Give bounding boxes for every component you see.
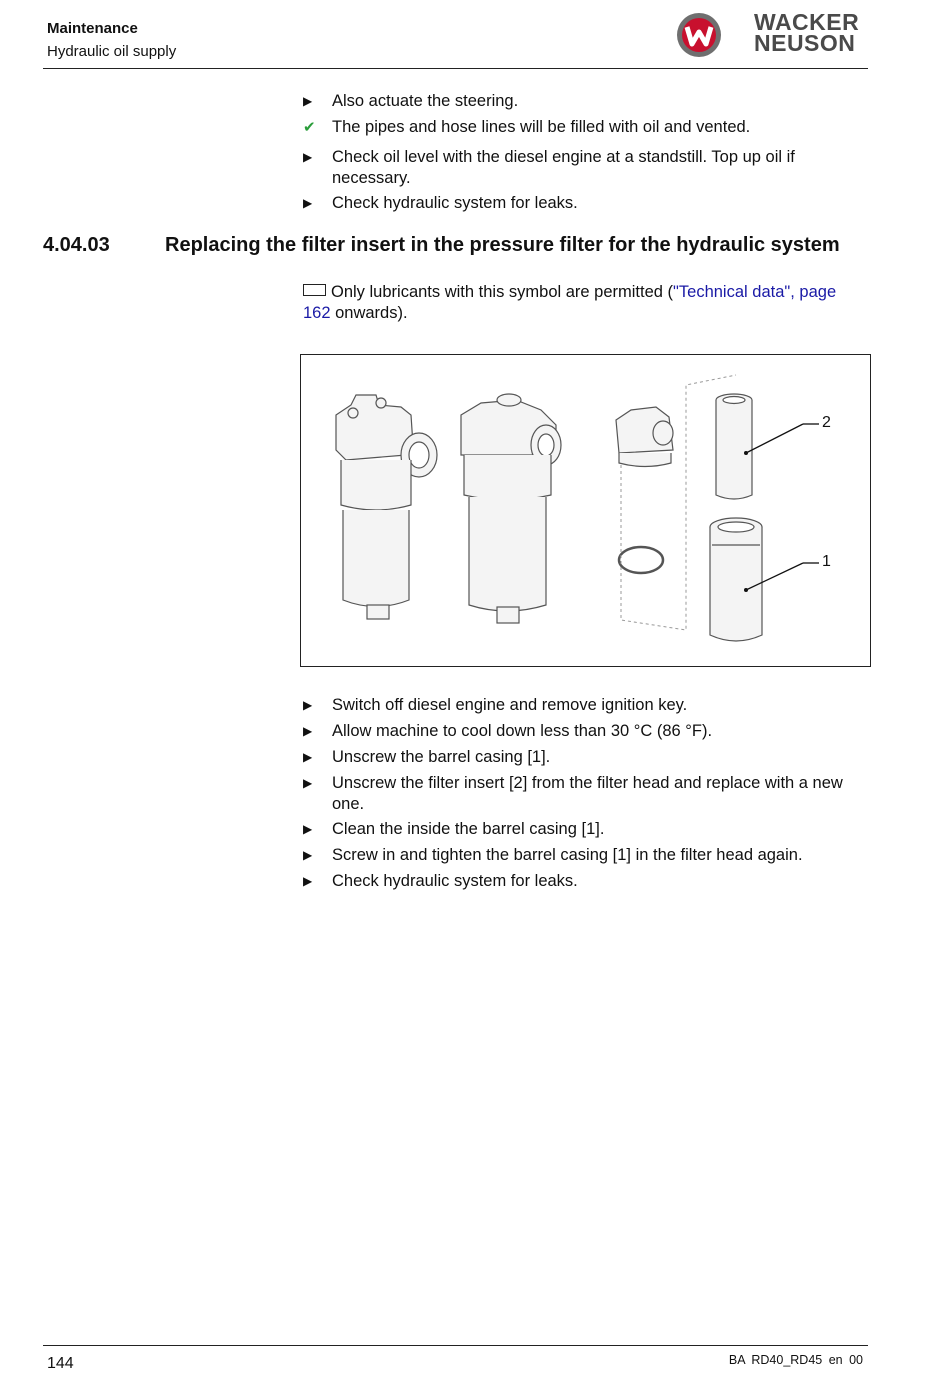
note-text-after: onwards). (330, 304, 408, 322)
step-arrow-icon: ▶ (303, 698, 313, 712)
step-text: Check hydraulic system for leaks. (332, 194, 578, 212)
list-item (303, 117, 848, 138)
step-arrow-icon: ▶ (303, 94, 313, 108)
step-text: Switch off diesel engine and remove ignition key. (332, 696, 688, 714)
step-text: Clean the inside the barrel casing [1]. (332, 820, 605, 838)
step-arrow-icon: ▶ (303, 874, 313, 888)
list-item (303, 773, 848, 815)
brand-name-line1: WACKER (754, 9, 860, 35)
header-divider (43, 68, 868, 69)
filter-figure (300, 354, 871, 667)
o-ring (619, 547, 663, 573)
list-item (303, 871, 848, 892)
list-item (303, 695, 848, 716)
steps-list-top (303, 91, 848, 214)
step-text: Unscrew the barrel casing [1]. (332, 748, 551, 766)
callout-label-1: 1 (822, 553, 831, 570)
lubricant-note (303, 282, 843, 324)
section-title: Replacing the filter insert in the pressure filter for the hydraulic system (165, 234, 840, 256)
step-arrow-icon: ▶ (303, 848, 313, 862)
step-arrow-icon: ▶ (303, 822, 313, 836)
list-item (303, 721, 848, 742)
step-text: Check hydraulic system for leaks. (332, 872, 578, 890)
list-item (303, 845, 848, 866)
step-arrow-icon: ▶ (303, 750, 313, 764)
barrel-casing-1 (710, 518, 762, 641)
note-text-before: Only lubricants with this symbol are permitted ( (331, 283, 674, 301)
step-arrow-icon: ▶ (303, 196, 313, 210)
result-check-icon: ✔ (303, 119, 316, 136)
step-text: Screw in and tighten the barrel casing [1] in the filter head again. (332, 846, 803, 864)
footer-divider (43, 1345, 868, 1346)
step-arrow-icon: ▶ (303, 724, 313, 738)
lubricant-symbol-icon (303, 284, 326, 296)
filter-illustration (301, 355, 870, 666)
brand-name-line2: NEUSON (754, 30, 856, 56)
subchapter-title: Hydraulic oil supply (47, 43, 177, 60)
step-text: The pipes and hose lines will be filled with oil and vented. (332, 118, 751, 136)
document-id: BA RD40_RD45 en 00 (728, 1353, 863, 1367)
step-arrow-icon: ▶ (303, 150, 313, 164)
page-number: 144 (47, 1355, 74, 1372)
step-text: Allow machine to cool down less than 30 °C (86 °F). (332, 722, 713, 740)
step-text: Check oil level with the diesel engine at a standstill. Top up oil if necessary. (332, 148, 795, 187)
list-item (303, 147, 848, 189)
callout-label-2: 2 (822, 414, 831, 431)
step-arrow-icon: ▶ (303, 776, 313, 790)
section-number: 4.04.03 (43, 234, 110, 256)
brand-logo (674, 10, 869, 60)
filter-insert-2 (716, 394, 752, 499)
steps-list-bottom (303, 695, 848, 892)
list-item (303, 819, 848, 840)
chapter-title: Maintenance (47, 20, 138, 37)
filter-assembly-1 (336, 395, 437, 619)
filter-assembly-2 (461, 394, 561, 623)
brand-emblem-icon (674, 10, 724, 60)
technical-data-link[interactable]: "Technical data", page 162 (303, 283, 837, 322)
step-text: Unscrew the filter insert [2] from the filter head and replace with a new one. (332, 774, 843, 813)
list-item (303, 91, 848, 112)
list-item (303, 747, 848, 768)
step-text: Also actuate the steering. (332, 92, 519, 110)
list-item (303, 193, 848, 214)
filter-head (616, 407, 673, 467)
